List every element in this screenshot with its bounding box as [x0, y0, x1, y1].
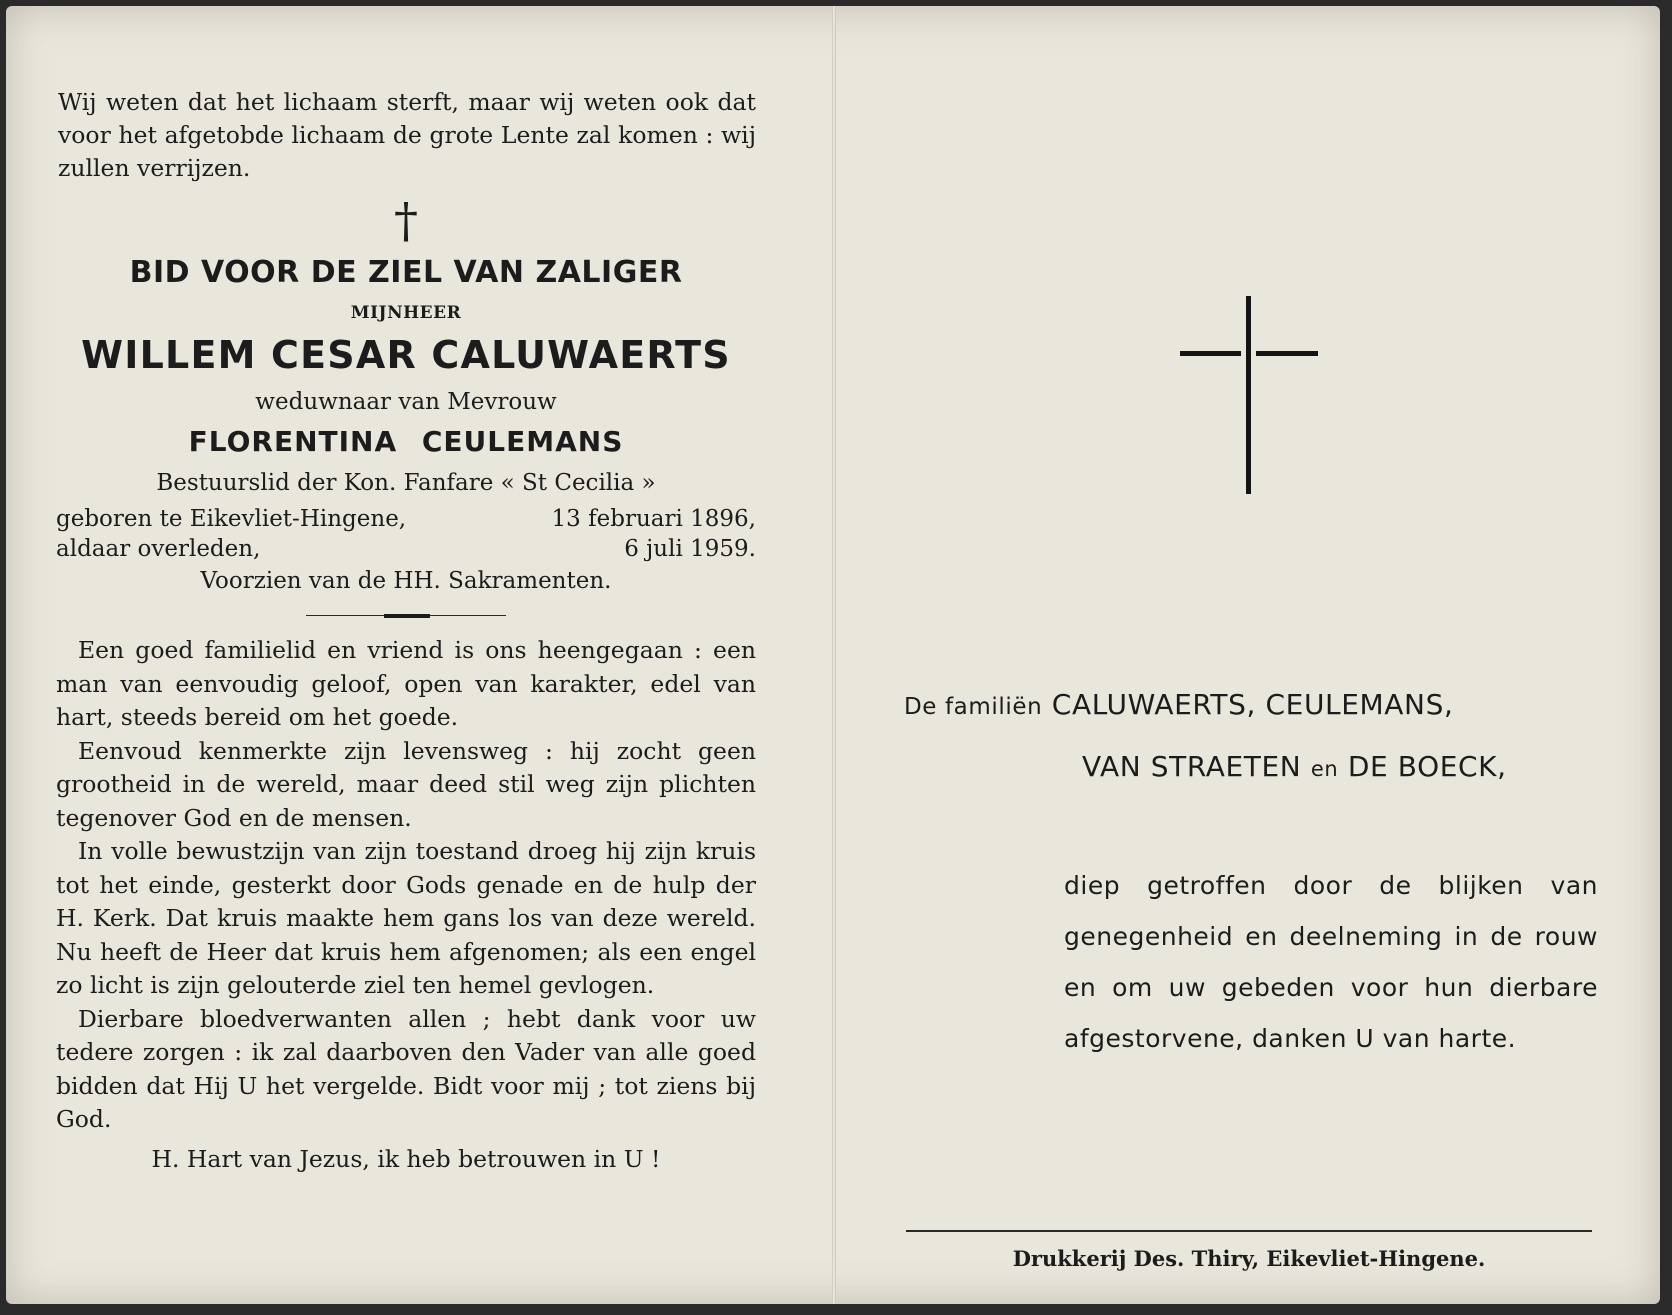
eulogy-paragraph: Dierbare bloedverwanten allen ; hebt dank voor uw tedere zorgen : ik zal daarboven den Vader van alle goed bidden dat Hij U het vergelde. Bidt voor mij ; tot ziens bij God.	[56, 1004, 756, 1133]
eulogy-paragraph: Eenvoud kenmerkte zijn levensweg : hij zocht geen grootheid in de wereld, maar deed stil weg zijn plichten tegenover God en de mensen.	[56, 736, 756, 832]
birth-row	[56, 504, 756, 534]
printer-rule	[906, 1230, 1592, 1232]
born-date: 13 februari 1896,	[551, 506, 756, 532]
life-dates	[56, 504, 756, 564]
card-fold	[832, 6, 836, 1304]
role-line: Bestuurslid der Kon. Fanfare « St Cecilia »	[156, 470, 656, 496]
eulogy	[56, 634, 756, 1137]
widower-line: weduwnaar van Mevrouw	[255, 389, 557, 415]
died-date: 6 juli 1959.	[624, 536, 756, 562]
prayer-heading: BID VOOR DE ZIEL VAN ZALIGER	[129, 255, 683, 290]
left-panel	[56, 86, 756, 1173]
families-line-2	[1082, 750, 1507, 783]
cross-icon: †	[394, 193, 418, 249]
families-names-1: CALUWAERTS, CEULEMANS,	[1051, 688, 1454, 721]
eulogy-paragraph: Een goed familielid en vriend is ons heengegaan : een man van eenvoudig geloof, open van karakter, edel van hart, steeds bereid om het goede.	[56, 636, 756, 731]
ornament-divider	[306, 612, 506, 620]
families-name-van-straeten: VAN STRAETEN	[1082, 750, 1302, 783]
thanks-text: diep getroffen door de blijken van genegenheid en deelneming in de rouw en om uw gebeden voor hun dierbare afgestorvene, danken U van harte.	[1064, 871, 1598, 1053]
printer-credit: Drukkerij Des. Thiry, Eikevliet-Hingene.	[1012, 1246, 1486, 1271]
wife-name: FLORENTINA CEULEMANS	[188, 425, 624, 458]
families-name-de-boeck: DE BOECK,	[1347, 750, 1507, 783]
families-and: en	[1310, 757, 1339, 781]
large-cross-icon	[1180, 296, 1318, 494]
born-label: geboren te Eikevliet-Hingene,	[56, 506, 407, 532]
death-row	[56, 534, 756, 564]
eulogy-paragraph: In volle bewustzijn van zijn toestand droeg hij zijn kruis tot het einde, gesterkt door Gods genade en de hulp der H. Kerk. Dat kruis maakte hem gans los van deze wereld. Nu heeft de Heer dat kruis hem afgenomen; als een engel zo licht is zijn gelouterde ziel ten hemel gevlogen.	[56, 837, 756, 999]
deceased-name: WILLEM CESAR CALUWAERTS	[81, 333, 731, 377]
families-line-1	[904, 688, 1453, 721]
families-prefix: De familiën	[904, 694, 1043, 720]
honorific: MIJNHEER	[350, 303, 462, 323]
sacraments-line: Voorzien van de HH. Sakramenten.	[200, 568, 612, 594]
closing-prayer: H. Hart van Jezus, ik heb betrouwen in U !	[151, 1144, 661, 1173]
opening-verse: Wij weten dat het lichaam sterft, maar wij weten ook dat voor het afgetobde lichaam de grote Lente zal komen : wij zullen verrijzen.	[58, 88, 756, 182]
died-label: aldaar overleden,	[56, 536, 261, 562]
